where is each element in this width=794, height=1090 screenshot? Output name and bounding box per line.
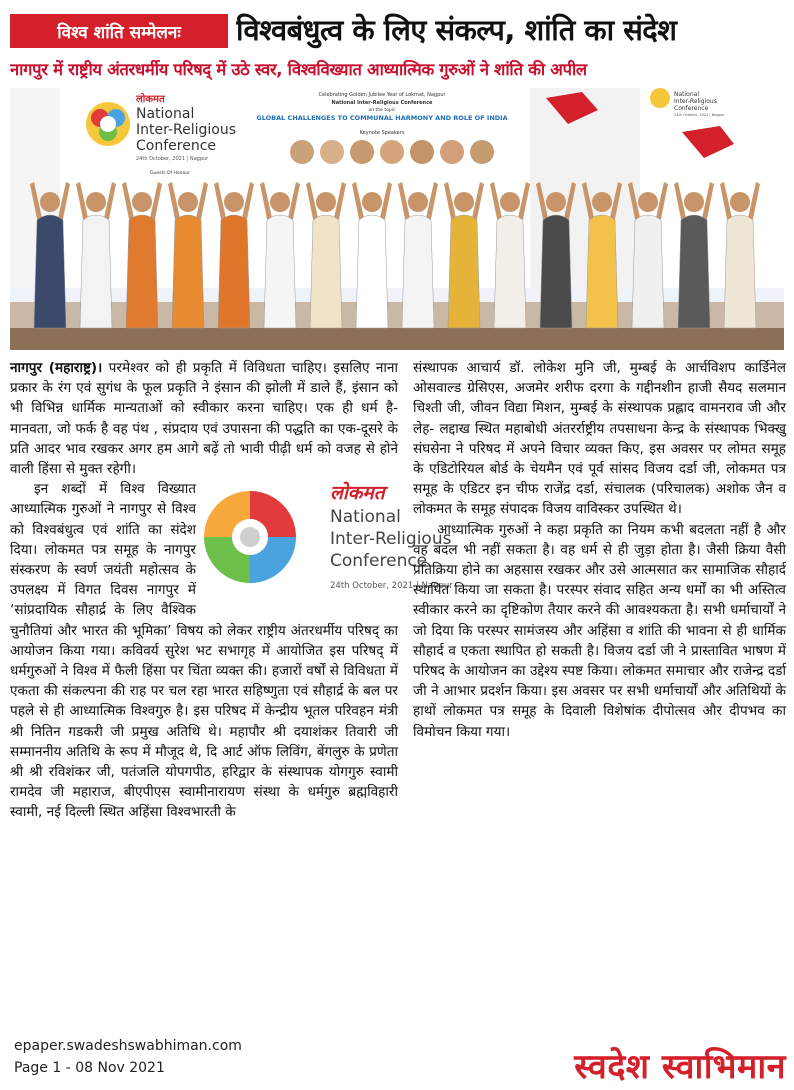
newspaper-masthead: स्वदेश स्वाभिमान	[574, 1047, 786, 1087]
logo-date: 24th October, 2021 | Nagpur	[330, 581, 453, 592]
speaker-figure	[168, 182, 208, 328]
conference-wheel-icon	[202, 489, 298, 585]
section-kicker: विश्व शांति सम्मेलनः	[10, 14, 228, 48]
banner-wheel-icon	[86, 102, 130, 146]
epaper-url: epaper.swadeshswabhiman.com	[14, 1038, 242, 1054]
banner-top-line1: Celebrating Golden Jubilee Year of Lokmat, Nagpur	[318, 92, 446, 98]
logo-line2: Inter-Religious	[330, 529, 452, 550]
logo-line1: National	[330, 507, 401, 528]
speaker-figure	[30, 182, 70, 328]
paragraph-2-text: इन शब्दों में विश्व विख्यात आध्यात्मिक गुरुओं ने नागपुर से विश्व को विश्वबंधुत्व एवं शांति का संदेश दिया। लोकमत पत्र समूह के नागपुर संस्करण के स्वर्ण जयंती महोत्सव के उपलक्ष्य में विगत दिवस नागपुर में ‘सांप्रदायिक सौहार्द्र के लिए वैश्विक चुनौतियां और भारत की भूमिका’ विषय को लेकर राष्ट्रीय अंतरधर्मीय परिषद् का आयोजन किया गया। कविवर्य सुरेश भट सभागृह में आयोजित इस परिषद् में धर्मगुरुओं ने विश्व में फैली हिंसा पर चिंता व्यक्त की। हजारों वर्षों से विविधता में एकता की संकल्पना की राह पर चल रहा भारत सहिष्णुता एवं सौहार्द्र के बल पर पहले से ही आध्यात्मिक विश्वगुरु है। इस परिषद में केन्द्रीय भूतल परिवहन मंत्री श्री नितिन गडकरी जी प्रमुख अतिथि थे। महापौर श्री दयाशंकर तिवारी जी सम्माननीय अतिथि के रूप में मौजूद थे, दि आर्ट ऑफ लिविंग, बेंगलुरु के प्रणेता श्री श्री रविशंकर जी, पतंजलि योपगपीठ, हरिद्वार के संस्थापक योगगुरु स्वामी रामदेव जी महाराज, बीएपीएस स्वामीनारायण संस्था के धर्मगुरु ब्रह्मविहारी स्वामी, नई दिल्ली स्थित अहिंसा विश्वभारती के	[10, 481, 398, 821]
logo-line3: Conference	[330, 551, 428, 572]
banner-top-line2: National Inter-Religious Conference	[331, 100, 433, 106]
right-wheel-icon	[650, 88, 670, 108]
speaker-figure	[720, 182, 760, 328]
speaker-figure	[536, 182, 576, 328]
speaker-figure	[582, 182, 622, 328]
banner-guests: Guests Of Honour	[150, 171, 190, 176]
speaker-figure	[352, 182, 392, 328]
speaker-figure	[490, 182, 530, 328]
speaker-figure	[674, 182, 714, 328]
article-column-right	[413, 358, 786, 1040]
speaker-figure	[214, 182, 254, 328]
paragraph-1-text: परमेश्वर को ही प्रकृति में विविधता चाहिए। इसलिए नाना प्रकार के रंग एवं सुगंध के फूल प्रकृति ने इंसान की झोली में डाले हैं, इंसान को भी विभिन्न धार्मिक मान्यताओं को स्वीकार करना चाहिए। एक ही धर्म है- मानवता, जो फर्क है वह पंथ , संप्रदाय एवं उपासना की पद्धति का एक-दूसरे के प्रति आदर भाव रखकर अगर हम आगे बढ़ें तो भावी पीढ़ी धर्म को वजह से होने वाली हिंसा से मुक्त रहेगी।	[10, 360, 398, 478]
banner-brand: लोकमत	[136, 94, 165, 105]
conference-logo	[202, 482, 453, 601]
banner-date: 24th October, 2021 | Nagpur	[136, 156, 209, 162]
speaker-figure	[76, 182, 116, 328]
logo-brand: लोकमत	[330, 482, 385, 505]
article-column-left	[10, 358, 453, 1040]
banner-line3: Conference	[136, 138, 217, 154]
conference-photo	[10, 88, 784, 350]
paragraph-4: आध्यात्मिक गुरुओं ने कहा प्रकृति का नियम कभी बदलता नहीं है और वह बदल भी नहीं सकता है। वह धर्म से ही जुड़ा होता है। जैसी क्रिया वैसी प्रतिक्रिया होने का अहसास रखकर और उसे आत्मसात कर सामाजिक सौहार्द स्थापित किया जा सकता है। परस्पर संवाद सहित अन्य धर्मों का भी अस्तित्व स्वीकार करने का दृष्टिकोण तैयार करने की आवश्यकता है। सभी धर्माचार्यों ने जो दिया कि परस्पर सामंजस्य और अहिंसा व शांति की भावना से ही धार्मिक सौहार्द व एकता स्थापित हो सकती है। विजय दर्डा जी ने प्रास्तावित भाषण में परिषद के आयोजन का उद्देश्य स्पष्ट किया। लोकमत समाचार और राजेन्द्र दर्डा जी ने आभार प्रदर्शन किया। इस अवसर पर सभी धर्माचार्यों और अतिथियों के हाथों लोकमत पत्र समूह के दिवाली विशेषांक दीपोत्सव और दीपभव का विमोचन किया गया।	[413, 521, 786, 740]
banner-keynote: Keynote Speakers	[359, 130, 405, 136]
banner-line1: National	[136, 106, 195, 122]
banner-theme: GLOBAL CHALLENGES TO COMMUNAL HARMONY AND ROLE OF INDIA	[256, 114, 508, 122]
subheadline: नागपुर में राष्ट्रीय अंतरधर्मीय परिषद् में उठे स्वर, विश्वविख्यात आध्यात्मिक गुरुओं ने शांति की अपील	[10, 60, 587, 79]
dateline: नागपुर (महाराष्ट्र)।	[10, 360, 103, 376]
right-banner-line2: Inter-Religious	[674, 98, 717, 105]
page-info: Page 1 - 08 Nov 2021	[14, 1060, 165, 1076]
speaker-figure	[628, 182, 668, 328]
right-banner-date: 24th October, 2021 | Nagpur	[674, 113, 725, 117]
conference-photo-svg	[10, 88, 784, 350]
paragraph-3: संस्थापक आचार्य डॉ. लोकेश मुनि जी, मुम्बई के आर्चविशप कार्डिनेल ओसवाल्ड ग्रेसिएस, अजमेर शरीफ दरगा के गद्दीनशीन हाजी सैयद सलमान चिश्ती जी, जीवन विद्या मिशन, मुम्बई के संस्थापक प्रह्लाद वामनराव जी और लेह- लद्दाख स्थित महाबोधी अंतरर्राष्ट्रीय तपसाधना केन्द्र के संस्थापक भिक्खु संघसेना ने परिषद में अपने विचार व्यक्त किए, इस अवसर पर लोमत समूह के एडिटोरियल बोर्ड के चेयमैन एवं पूर्व सांसद विजय दर्डा जी, लोकमत पत्र समूह के एडिटर इन चीफ राजेंद्र दर्डा, संचालक (परिचालक) अशोक जैन व लोकमत के समूह संपादक विजय वाविस्कर उपस्थित थे।	[413, 360, 786, 518]
right-banner-line1: National	[674, 91, 700, 98]
speaker-figure	[122, 182, 162, 328]
paragraph-2	[10, 479, 453, 822]
banner-top-line3: on the topic	[368, 108, 396, 113]
speaker-figure	[260, 182, 300, 328]
headline: विश्वबंधुत्व के लिए संकल्प, शांति का संदेश	[236, 13, 677, 47]
paragraph-1	[10, 358, 398, 479]
speaker-figure	[398, 182, 438, 328]
speaker-figure	[306, 182, 346, 328]
right-banner-line3: Conference	[674, 105, 709, 112]
banner-line2: Inter-Religious	[136, 122, 237, 138]
speaker-figure	[444, 182, 484, 328]
